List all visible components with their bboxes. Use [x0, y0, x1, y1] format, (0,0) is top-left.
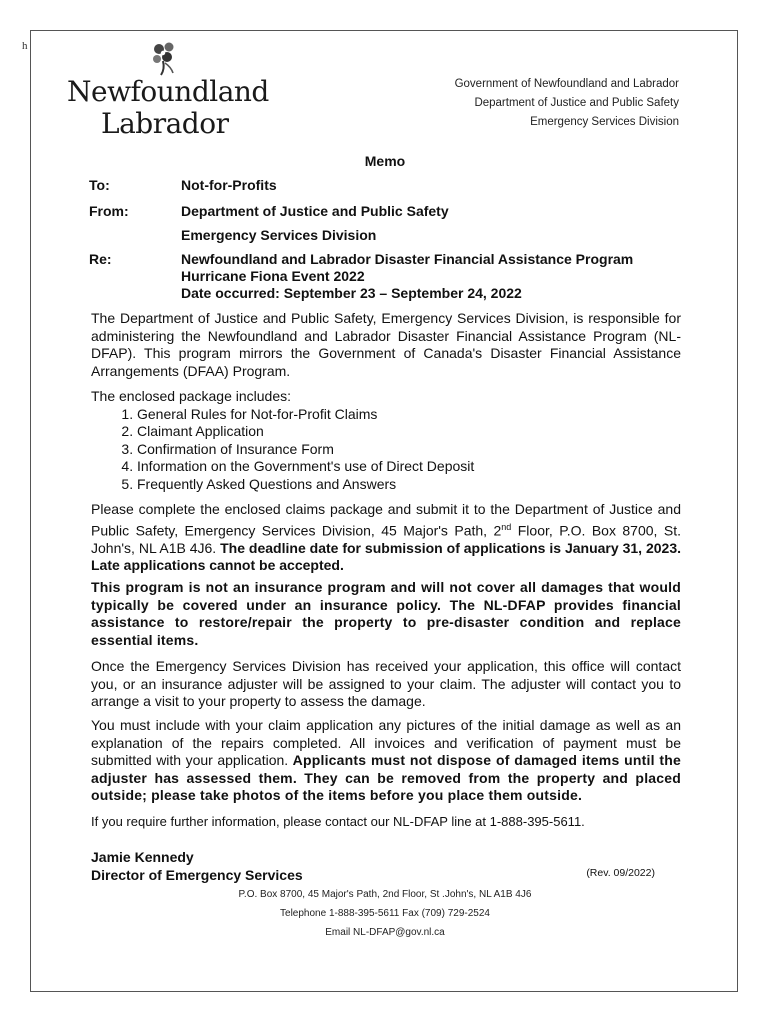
re-label: Re: — [89, 251, 112, 267]
photos-warning: Applicants must not dispose of damaged items until the adjuster has assessed them. They can be removed from the property and placed outside; please take photos of the items before you place them outside. — [91, 752, 681, 804]
enclosed-package-list — [91, 388, 681, 494]
from-label: From: — [89, 203, 129, 219]
footer-phone: Telephone 1-888-395-5611 Fax (709) 729-2524 — [280, 908, 490, 919]
department-address-block — [455, 75, 679, 132]
submission-deadline: The deadline date for submission of applications is January 31, 2023. Late applications cannot be accepted. — [91, 539, 681, 574]
submission-text: Please complete the enclosed claims package and submit it to the Department of Justice and Public Safety, Emergency Services Division, 45 Major's Path, 2 — [91, 501, 681, 539]
paragraph-adjuster: Once the Emergency Services Division has received your application, this office will contact you, or an insurance adjuster will be assigned to your claim. The adjuster will contact you to arrange a visit to your property to assess the damage. — [91, 658, 681, 710]
from-value-1: Department of Justice and Public Safety — [181, 203, 449, 219]
list-item: 3. Confirmation of Insurance Form — [137, 441, 681, 459]
list-item: 2. Claimant Application — [137, 423, 681, 441]
paragraph-not-insurance: This program is not an insurance program and will not cover all damages that would typically be covered under an insurance policy. The NL-DFAP provides financial assistance to restore/repair the property to pre-disaster condition and replace essential items. — [91, 579, 681, 648]
re-value — [181, 251, 633, 302]
paragraph-contact: If you require further information, please contact our NL-DFAP line at 1-888-395-5611. — [91, 814, 585, 829]
logo-text-newfoundland: Newfoundland — [67, 75, 269, 108]
gov-line-2: Department of Justice and Public Safety — [474, 97, 679, 109]
re-value-1: Newfoundland and Labrador Disaster Financial Assistance Program — [181, 251, 634, 267]
re-value-3: Date occurred: September 23 – September 24, 2022 — [181, 285, 522, 301]
submission-address: Floor, P.O. Box 8700, St. John's, NL A1B 4J6. — [91, 522, 681, 556]
list-intro: The enclosed package includes: — [91, 388, 292, 404]
ordinal-suffix: nd — [501, 521, 512, 532]
stray-mark: h — [22, 40, 28, 52]
signature-block — [91, 848, 303, 884]
pitcher-plant-icon — [145, 39, 185, 79]
footer-address: P.O. Box 8700, 45 Major's Path, 2nd Floor, St .John's, NL A1B 4J6 — [238, 889, 532, 900]
to-value: Not-for-Profits — [181, 177, 277, 193]
paragraph-photos — [91, 717, 681, 805]
gov-line-3: Emergency Services Division — [530, 116, 679, 128]
from-value-2: Emergency Services Division — [181, 227, 377, 243]
list-item: 1. General Rules for Not-for-Profit Claims — [137, 406, 681, 424]
memo-title: Memo — [364, 153, 406, 169]
government-logo — [67, 39, 269, 140]
signatory-name: Jamie Kennedy — [91, 849, 194, 865]
to-label: To: — [89, 177, 110, 193]
footer-email: Email NL-DFAP@gov.nl.ca — [325, 927, 445, 938]
signatory-title: Director of Emergency Services — [91, 867, 303, 883]
paragraph-program-intro: The Department of Justice and Public Safety, Emergency Services Division, is responsible for administering the Newfoundland and Labrador Disaster Financial Assistance Program (NL-DFAP). This program mirrors the Government of Canada's Disaster Financial Assistance Arrangements (DFAA) Program. — [91, 310, 681, 379]
photos-text: You must include with your claim application any pictures of the initial damage as well as an explanation of the repairs completed. All invoices and verification of payment must be submitted with your application. — [91, 717, 681, 769]
revision-date: (Rev. 09/2022) — [586, 867, 655, 879]
gov-line-1: Government of Newfoundland and Labrador — [454, 78, 679, 90]
re-value-2: Hurricane Fiona Event 2022 — [181, 268, 365, 284]
logo-text-labrador: Labrador — [101, 107, 229, 140]
paragraph-submission — [91, 501, 681, 575]
list-item: 4. Information on the Government's use of Direct Deposit — [137, 458, 681, 476]
list-item: 5. Frequently Asked Questions and Answers — [137, 476, 681, 494]
memo-page — [30, 30, 738, 992]
